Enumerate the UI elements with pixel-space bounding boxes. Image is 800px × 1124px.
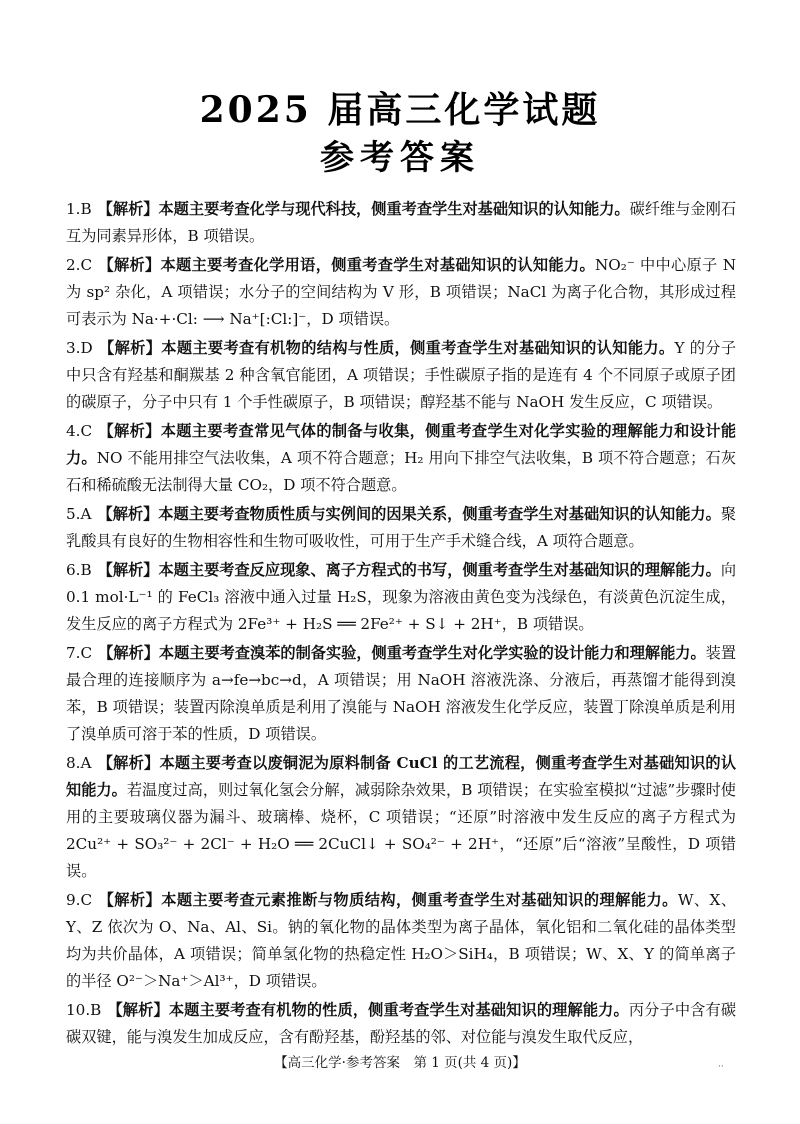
item-summary: 本题主要考查反应现象、离子方程式的书写，侧重考查学生对基础知识的理解能力。: [158, 561, 721, 579]
item-body: Y 的分子中只含有羟基和酮羰基 2 种含氧官能团，A 项错误；手性碳原子指的是连有 4 个不同原子或原子团的碳原子，分子中只有 1 个手性碳原子，B 项错误；醇羟基不能与 NaOH 发生反应，C 项错误。: [66, 339, 737, 411]
analysis-tag: 【解析】: [97, 754, 160, 772]
answer-item-9: [66, 887, 736, 995]
item-summary: 本题主要考查常见气体的制备与收集，侧重考查学生对化学实验的理解能力和设计能力。: [66, 422, 737, 467]
answer-item-5: [66, 501, 736, 555]
answer-item-3: [66, 335, 736, 416]
item-answer: C: [80, 891, 93, 909]
item-answer: D: [80, 339, 93, 357]
item-summary: 本题主要考查化学与现代科技，侧重考查学生对基础知识的认知能力。: [158, 200, 630, 218]
item-number: 3.: [66, 339, 81, 357]
item-answer: A: [80, 754, 92, 772]
item-body: 若温度过高，则过氧化氢会分解，减弱除杂效果，B 项错误；在实验室模拟“过滤”步骤时使用的主要玻璃仪器为漏斗、玻璃棒、烧杯，C 项错误；“还原”时溶液中发生反应的离子方程式为 2Cu²⁺ + SO₃²⁻ + 2Cl⁻ + H₂O ══ 2CuCl↓ + SO₄²⁻ + 2H⁺，“还原”后“溶液”呈酸性，D 项错误。: [66, 781, 736, 880]
item-number: 5.: [66, 505, 81, 523]
item-body: W、X、Y、Z 依次为 O、Na、Al、Si。钠的氧化物的晶体类型为离子晶体，氧化铝和二氧化硅的晶体类型均为共价晶体，A 项错误；简单氢化物的热稳定性 H₂O＞SiH₄，B 项错误；W、X、Y 的简单离子的半径 O²⁻＞Na⁺＞Al³⁺，D 项错误。: [66, 891, 737, 990]
analysis-tag: 【解析】: [98, 891, 162, 909]
answer-item-10: [66, 997, 736, 1051]
item-body: 碳纤维与金刚石互为同素异形体，B 项错误。: [66, 200, 737, 245]
item-number: 8.: [66, 754, 81, 772]
item-summary: 本题主要考查以废铜泥为原料制备 CuCl 的工艺流程，侧重考查学生对基础知识的认知能力。: [66, 754, 737, 799]
item-answer: C: [80, 644, 93, 662]
analysis-tag: 【解析】: [98, 256, 161, 274]
item-summary: 本题主要考查物质性质与实例间的因果关系，侧重考查学生对基础知识的认知能力。: [158, 505, 721, 523]
answer-item-8: [66, 750, 736, 885]
item-number: 2.: [66, 256, 81, 274]
analysis-tag: 【解析】: [97, 505, 159, 523]
analysis-tag: 【解析】: [97, 200, 159, 218]
analysis-tag: 【解析】: [98, 422, 161, 440]
analysis-tag: 【解析】: [98, 644, 159, 662]
item-number: 10.: [66, 1001, 91, 1019]
item-answer: C: [80, 422, 93, 440]
item-answer: B: [80, 200, 92, 218]
item-number: 1.: [66, 200, 81, 218]
item-body: 向 0.1 mol·L⁻¹ 的 FeCl₃ 溶液中通入过量 H₂S，现象为溶液由黄色变为浅绿色，有淡黄色沉淀生成，发生反应的离子方程式为 2Fe³⁺ + H₂S ══ 2Fe²⁺ + S↓ + 2H⁺，B 项错误。: [66, 561, 737, 633]
item-number: 4.: [66, 422, 81, 440]
item-answer: B: [90, 1001, 102, 1019]
item-number: 9.: [66, 891, 81, 909]
item-answer: C: [80, 256, 93, 274]
item-answer: B: [80, 561, 92, 579]
item-summary: 本题主要考查有机物的结构与性质，侧重考查学生对基础知识的认知能力。: [161, 339, 675, 357]
item-body: 装置最合理的连接顺序为 a→fe→bc→d，A 项错误；用 NaOH 溶液洗涤、分液后，再蒸馏才能得到溴苯，B 项错误；装置丙除溴单质是利用了溴能与 NaOH 溶液发生化学反应，装置丁除溴单质是利用了溴单质可溶于苯的性质，D 项错误。: [66, 644, 736, 743]
page-footer: 【高三化学·参考答案 第 1 页(共 4 页)】: [274, 1055, 526, 1071]
item-body: NO 不能用排空气法收集，A 项不符合题意；H₂ 用向下排空气法收集，B 项不符合题意；石灰石和稀硫酸无法制得大量 CO₂，D 项不符合题意。: [66, 449, 737, 494]
item-body: NO₂⁻ 中中心原子 N 为 sp² 杂化，A 项错误；水分子的空间结构为 V 形，B 项错误；NaCl 为离子化合物，其形成过程可表示为 Na·+·Cl: ⟶ Na⁺[:Cl:]⁻，D 项错误。: [66, 256, 737, 328]
item-body: 丙分子中含有碳碳双键，能与溴发生加成反应，含有酚羟基，酚羟基的邻、对位能与溴发生取代反应，: [66, 1001, 737, 1046]
item-summary: 本题主要考查有机物的性质，侧重考查学生对基础知识的理解能力。: [168, 1001, 629, 1019]
item-answer: A: [80, 505, 92, 523]
corner-mark: ··: [718, 1062, 724, 1072]
analysis-tag: 【解析】: [98, 339, 162, 357]
answer-item-4: [66, 418, 736, 499]
answer-item-7: [66, 640, 736, 748]
analysis-tag: 【解析】: [107, 1001, 169, 1019]
item-summary: 本题主要考查化学用语，侧重考查学生对基础知识的认知能力。: [160, 256, 595, 274]
answer-item-2: [66, 252, 736, 333]
item-number: 7.: [66, 644, 81, 662]
item-number: 6.: [66, 561, 81, 579]
answer-item-1: [66, 196, 736, 250]
item-summary: 本题主要考查元素推断与物质结构，侧重考查学生对基础知识的理解能力。: [161, 891, 678, 909]
answer-list: [66, 196, 736, 1053]
item-summary: 本题主要考查溴苯的制备实验，侧重考查学生对化学实验的设计能力和理解能力。: [158, 644, 706, 662]
answer-item-6: [66, 557, 736, 638]
page-subtitle: 参考答案: [320, 138, 480, 178]
page-title: 2025 届高三化学试题: [199, 89, 601, 131]
analysis-tag: 【解析】: [97, 561, 159, 579]
item-body: 聚乳酸具有良好的生物相容性和生物可吸收性，可用于生产手术缝合线，A 项符合题意。: [66, 505, 736, 550]
